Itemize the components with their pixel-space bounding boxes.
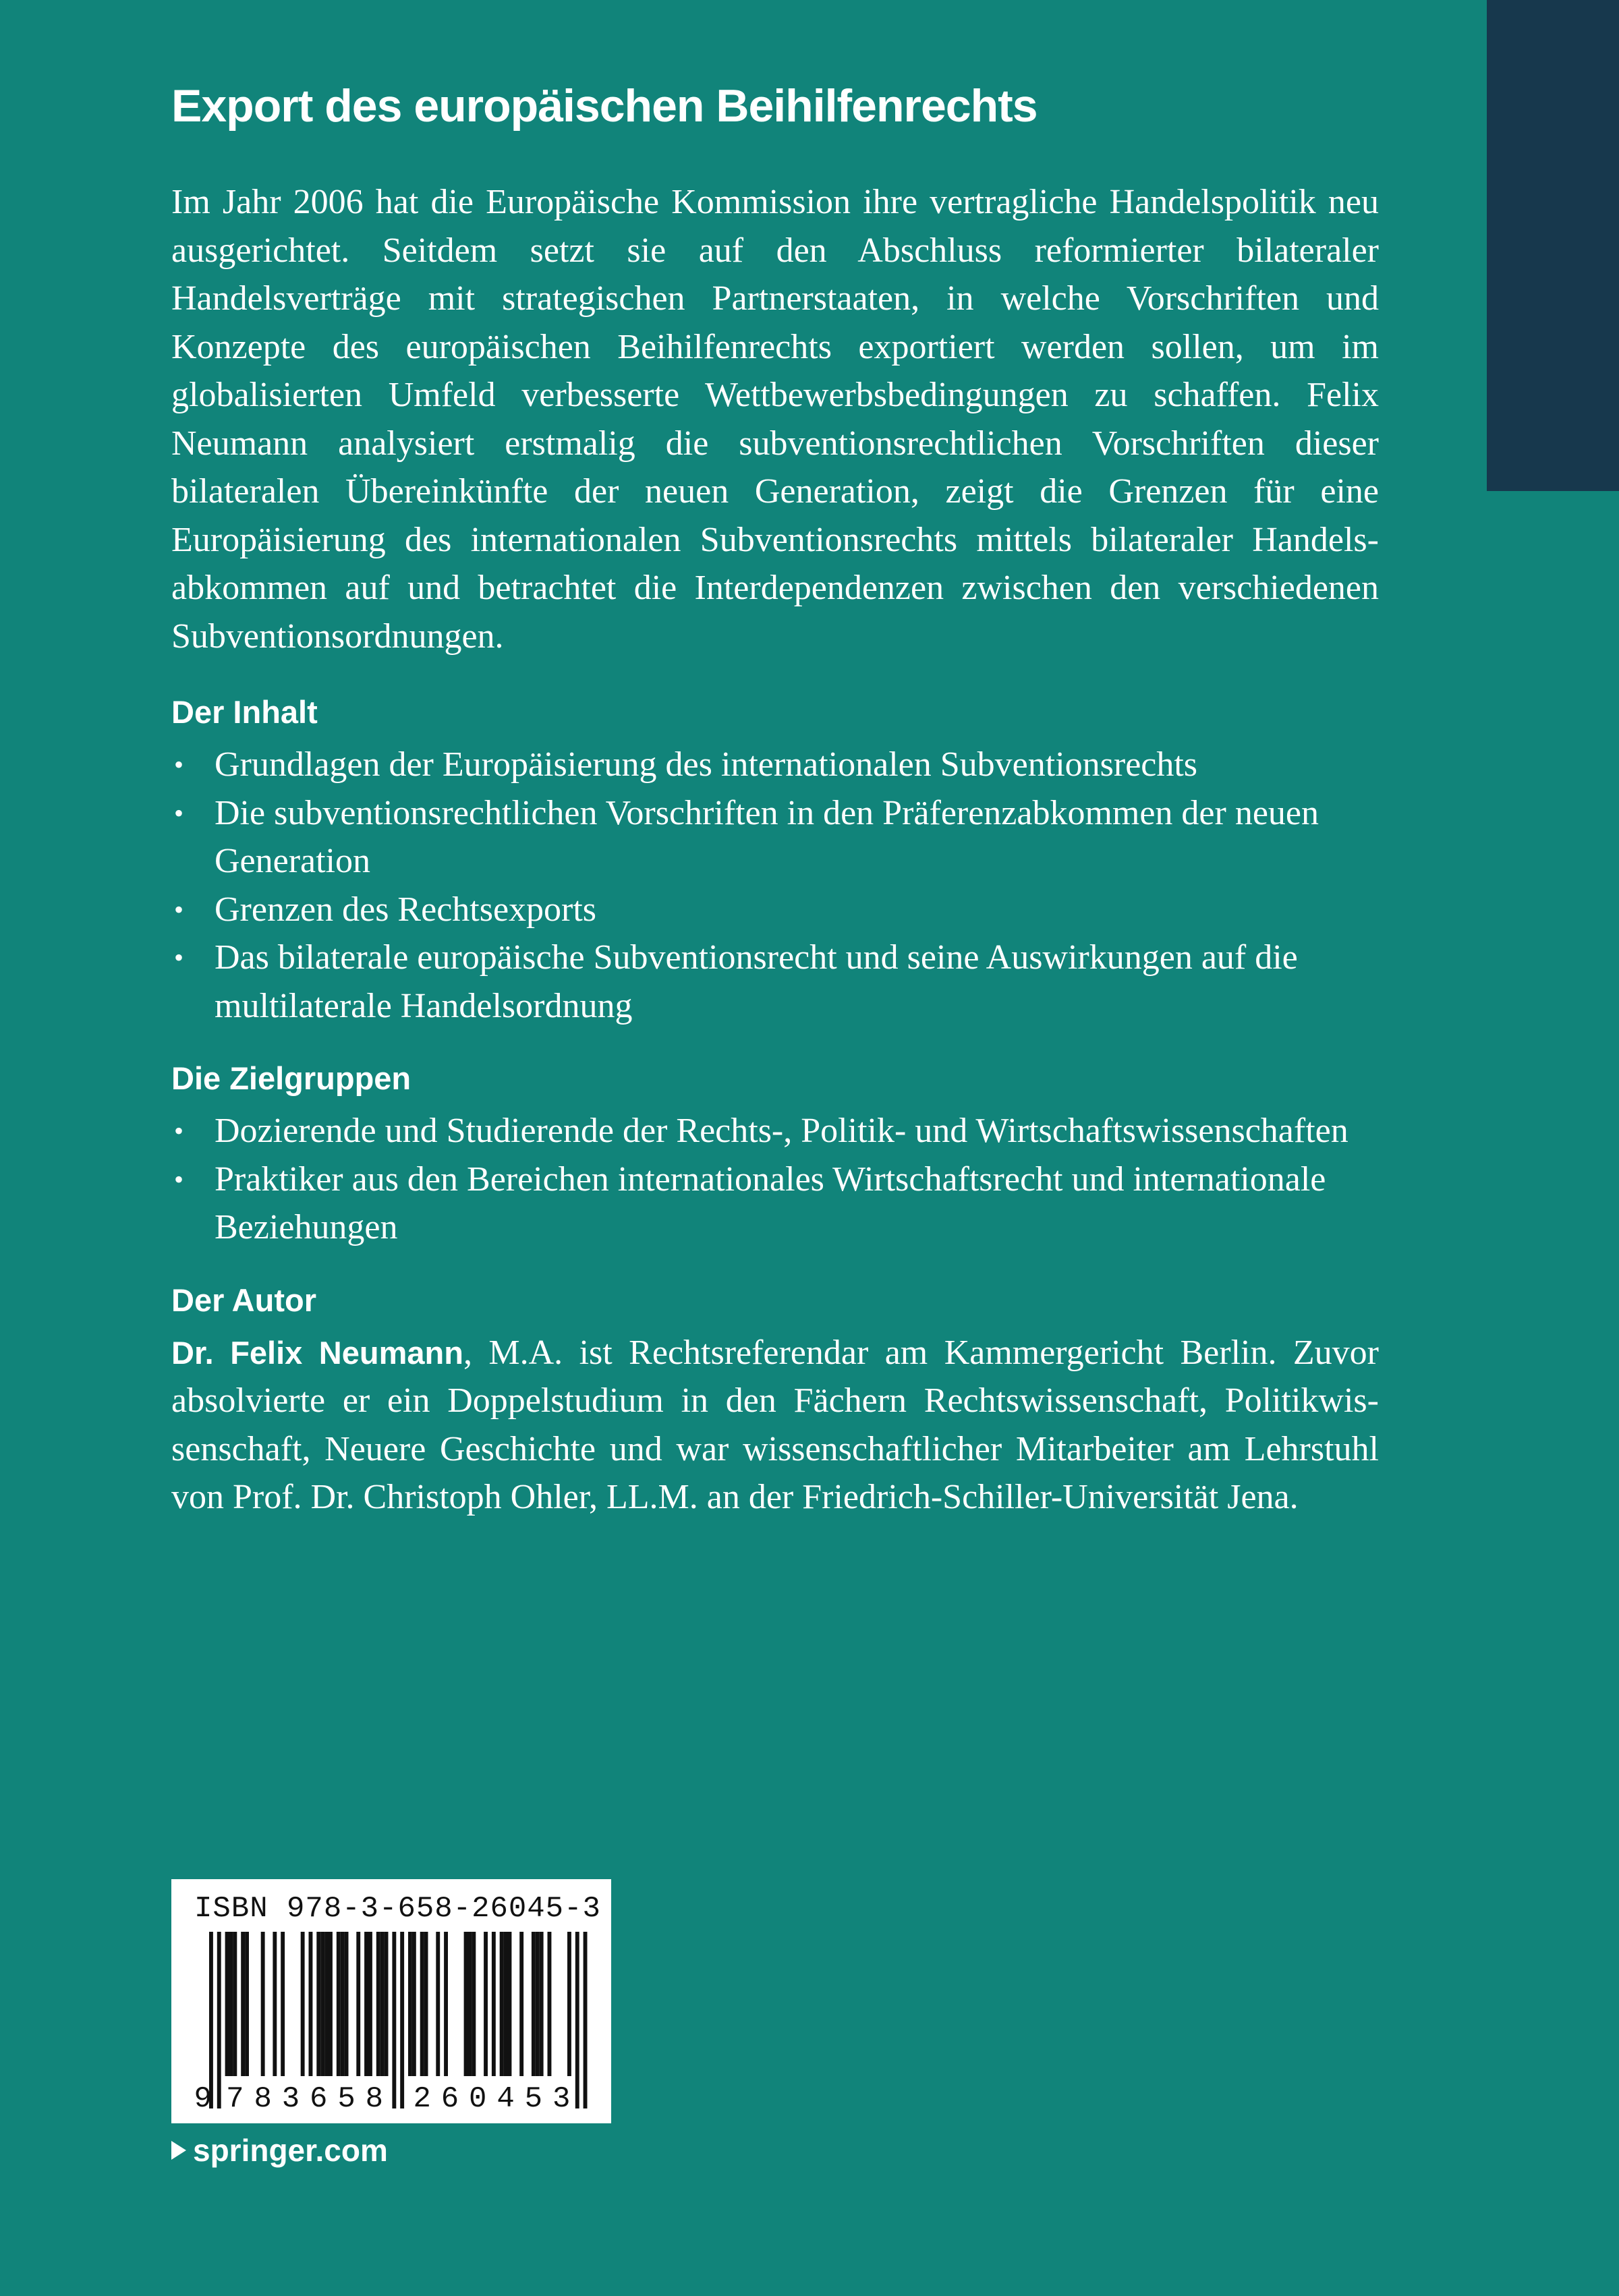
barcode-bar <box>548 1932 552 2076</box>
barcode-bar <box>536 1932 540 2076</box>
barcode-bar <box>540 1932 544 2076</box>
isbn-label: ISBN 978-3-658-26045-3 <box>194 1892 601 1926</box>
bullet-icon: • <box>174 942 184 973</box>
barcode-bar <box>364 1932 368 2076</box>
barcode-digit: 6 <box>441 2082 459 2116</box>
barcode-bar <box>316 1932 320 2076</box>
barcode-bar <box>412 1932 416 2076</box>
back-cover-content <box>171 76 1379 1522</box>
barcode-bar <box>281 1932 285 2076</box>
barcode-bar <box>420 1932 424 2076</box>
bullet-icon: • <box>174 749 184 780</box>
barcode-bar <box>356 1932 360 2076</box>
section-heading-inhalt: Der Inhalt <box>171 694 318 730</box>
barcode-bar <box>532 1932 536 2076</box>
barcode-bar <box>329 1932 333 2076</box>
author-bio-text: , M.A. ist Rechtsreferendar am Kammergericht Berlin. Zuvor absolvierte er ein Doppelstudium in den Fächern Rechtswissenschaft, Politikwissenschaft, Neuere Geschichte und war wissenschaftlicher Mitarbeiter am Lehrstuhl von Prof. Dr. Christoph Ohler, LL.M. an der Friedrich-Schiller-Universität Jena. <box>171 1333 1379 1516</box>
barcode-bar <box>261 1932 265 2076</box>
barcode-bar <box>436 1932 440 2076</box>
springer-link[interactable] <box>171 2130 388 2171</box>
list-item: • Die subventionsrechtlichen Vorschriften in den Präferenzabkommen der neuen Generation <box>171 789 1379 886</box>
barcode-digit: 8 <box>254 2082 272 2116</box>
barcode-bar <box>468 1932 472 2076</box>
barcode-digit: 5 <box>524 2082 543 2116</box>
inhalt-list <box>171 741 1379 1030</box>
barcode-bar <box>337 1932 341 2076</box>
barcode-digit: 5 <box>337 2082 356 2116</box>
author-name: Dr. Felix Neumann <box>171 1334 463 1371</box>
author-bio <box>171 1329 1379 1522</box>
barcode-guard-bar <box>392 1932 396 2108</box>
barcode-bar <box>504 1932 508 2076</box>
triangle-right-icon <box>171 2141 186 2160</box>
isbn-barcode <box>171 1879 611 2123</box>
bullet-icon: • <box>174 797 184 828</box>
barcode-bar <box>229 1932 233 2076</box>
barcode-digit: 3 <box>281 2082 300 2116</box>
barcode-bar <box>345 1932 349 2076</box>
barcode-guard-bar <box>400 1932 404 2108</box>
list-item: • Das bilaterale europäische Subventionsrecht und seine Auswirkungen auf die multilaterale Handelsordnung <box>171 934 1379 1030</box>
list-item: • Grundlagen der Europäisierung des internationalen Subventionsrechts <box>171 741 1379 789</box>
barcode-bar <box>301 1932 305 2076</box>
list-item: • Praktiker aus den Bereichen internationales Wirtschaftsrecht und internationale Beziehungen <box>171 1155 1379 1252</box>
section-heading-autor: Der Autor <box>171 1282 316 1318</box>
corner-color-block <box>1487 0 1619 491</box>
barcode-bar <box>233 1932 237 2076</box>
springer-url: springer.com <box>193 2133 388 2168</box>
intro-paragraph: Im Jahr 2006 hat die Europäische Kommission ihre vertragliche Handelspolitik neu ausgerichtet. Seitdem setzt sie auf den Abschluss reformierter bilateraler Handelsverträge mit strategischen Partnerstaaten, in welche Vorschriften und Konzepte des europäischen Beihilfenrechts exportiert werden sollen, um im globalisierten Umfeld verbesserte Wettbewerbsbedingungen zu schaffen. Felix Neumann analysiert erstmalig die subventionsrechtlichen Vorschriften dieser bilateralen Übereinkünfte der neuen Generation, zeigt die Grenzen für eine Europäisierung des internationalen Subventionsrechts mittels bilateraler Handelsabkommen auf und betrachtet die Interdependenzen zwischen den verschiedenen Subventionsordnungen. <box>171 183 1379 656</box>
barcode-bar <box>408 1932 412 2076</box>
barcode-bar <box>341 1932 345 2076</box>
barcode-guard-bar <box>575 1932 579 2108</box>
barcode-bar <box>472 1932 476 2076</box>
barcode-digit: 7 <box>226 2082 244 2116</box>
bullet-icon: • <box>174 1116 184 1146</box>
zielgruppen-list <box>171 1107 1379 1252</box>
barcode-bar <box>519 1932 523 2076</box>
barcode-bar <box>484 1932 488 2076</box>
list-item: • Dozierende und Studierende der Rechts-, Politik- und Wirtschaftswissenschaften <box>171 1107 1379 1155</box>
barcode-bar <box>376 1932 380 2076</box>
bullet-icon: • <box>174 1164 184 1195</box>
barcode-bar <box>464 1932 468 2076</box>
barcode-digit: 3 <box>552 2082 571 2116</box>
barcode-digit: 9 <box>194 2082 212 2116</box>
barcode-digit: 8 <box>365 2082 384 2116</box>
barcode-digit: 6 <box>310 2082 328 2116</box>
barcode-bar <box>500 1932 504 2076</box>
bullet-icon: • <box>174 894 184 925</box>
barcode-bar <box>385 1932 389 2076</box>
book-title: Export des europäischen Beihilfenrechts <box>171 80 1038 132</box>
barcode-bar <box>245 1932 249 2076</box>
barcode-bar <box>273 1932 277 2076</box>
list-item: • Grenzen des Rechtsexports <box>171 886 1379 934</box>
barcode-bar <box>320 1932 324 2076</box>
section-heading-zielgruppen: Die Zielgruppen <box>171 1060 411 1096</box>
barcode-bar <box>492 1932 496 2076</box>
barcode-digit: 2 <box>413 2082 431 2116</box>
barcode-bar <box>567 1932 571 2076</box>
barcode-bar <box>324 1932 329 2076</box>
barcode-digit: 4 <box>496 2082 515 2116</box>
barcode-digit: 0 <box>469 2082 487 2116</box>
barcode-bar <box>368 1932 372 2076</box>
barcode-bar <box>225 1932 229 2076</box>
barcode-guard-bar <box>584 1932 588 2108</box>
barcode-bar <box>508 1932 512 2076</box>
barcode-bar <box>424 1932 428 2076</box>
barcode-bar <box>241 1932 245 2076</box>
barcode-bar <box>309 1932 313 2076</box>
barcode-bar <box>444 1932 448 2076</box>
barcode-bar <box>380 1932 385 2076</box>
